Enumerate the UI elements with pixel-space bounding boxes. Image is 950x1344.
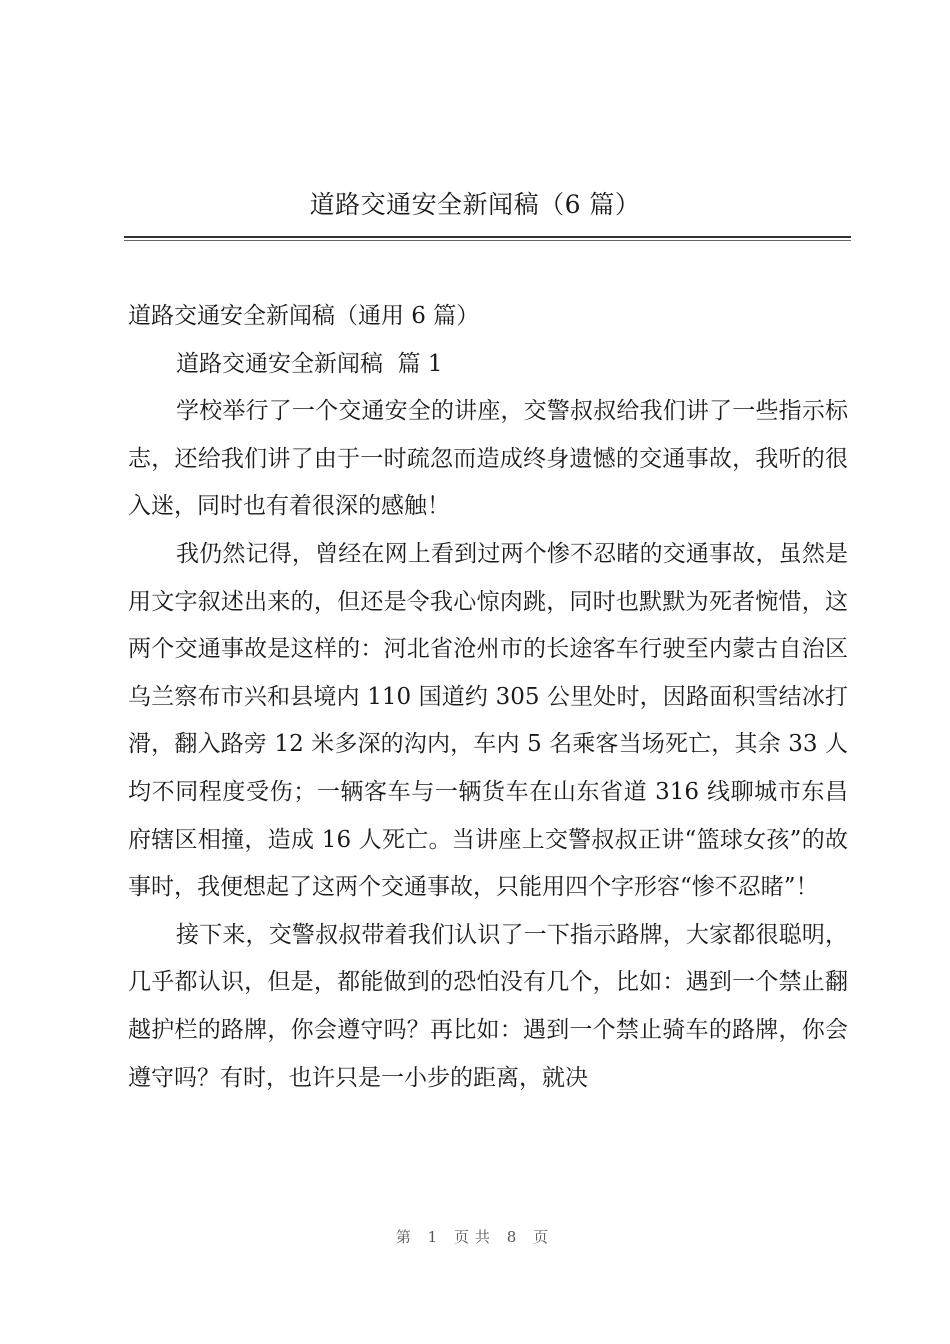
section-heading: 道路交通安全新闻稿 篇 1	[176, 350, 443, 377]
title-divider-thin	[124, 240, 851, 241]
paragraph-3: 接下来，交警叔叔带着我们认识了一下指示路牌，大家都很聪明，几乎都认识，但是，都能做到的恐怕没有几个，比如：遇到一个禁止翻越护栏的路牌，你会遵守吗？再比如：遇到一个禁止骑车的路牌，你会遵守吗？有时，也许只是一小步的距离，就决	[128, 921, 848, 1091]
page-footer: 第 1 页共 8 页	[395, 1228, 555, 1246]
document-body	[128, 293, 848, 1102]
paragraph-1: 学校举行了一个交通安全的讲座，交警叔叔给我们讲了一些指示标志，还给我们讲了由于一时疏忽而造成终身遗憾的交通事故，我听的很入迷，同时也有着很深的感触！	[128, 398, 848, 520]
document-title: 道路交通安全新闻稿（6 篇）	[309, 190, 641, 219]
document-subtitle: 道路交通安全新闻稿（通用 6 篇）	[128, 303, 480, 329]
paragraph-2: 我仍然记得，曾经在网上看到过两个惨不忍睹的交通事故，虽然是用文字叙述出来的，但还是令我心惊肉跳，同时也默默为死者惋惜，这两个交通事故是这样的：河北省沧州市的长途客车行驶至内蒙古自治区乌兰察布市兴和县境内 110 国道约 305 公里处时，因路面积雪结冰打滑，翻入路旁 12 米多深的沟内，车内 5 名乘客当场死亡，其余 33 人均不同程度受伤；一辆客车与一辆货车在山东省道 316 线聊城市东昌府辖区相撞，造成 16 人死亡。当讲座上交警叔叔正讲“篮球女孩”的故事时，我便想起了这两个交通事故，只能用四个字形容“惨不忍睹”！	[128, 540, 848, 901]
title-divider-thick	[124, 236, 851, 238]
